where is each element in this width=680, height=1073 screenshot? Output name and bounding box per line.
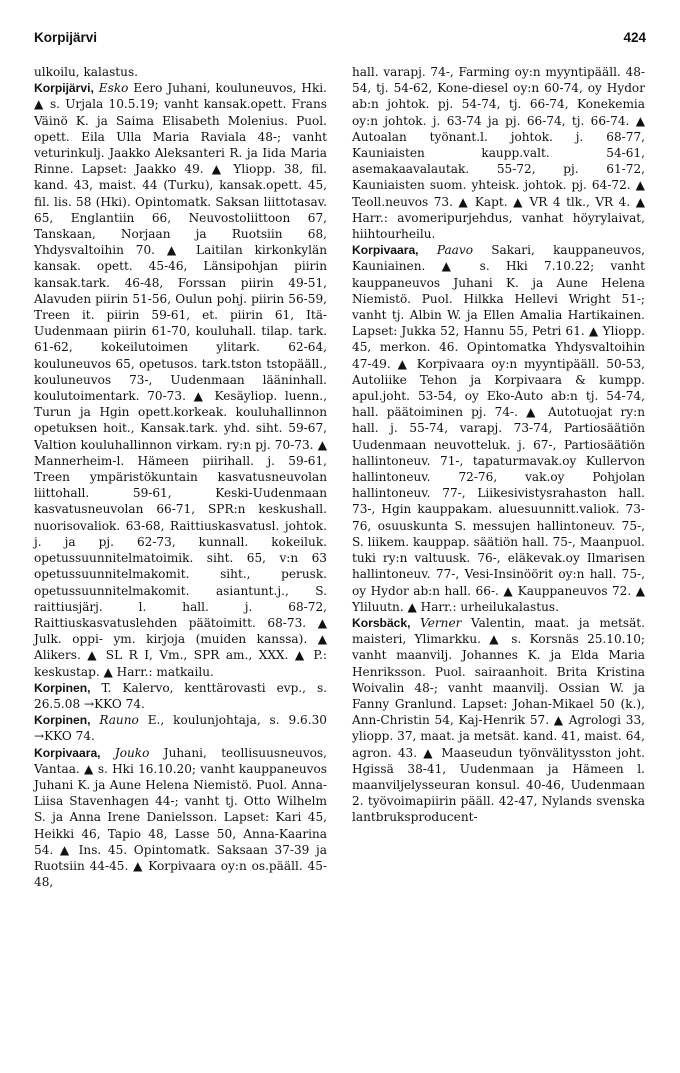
entry-forename: Jouko bbox=[114, 745, 150, 760]
biography-entry bbox=[34, 680, 327, 712]
biography-entry bbox=[34, 64, 327, 80]
entry-surname: Korpinen, bbox=[34, 680, 91, 695]
biography-entry bbox=[34, 80, 327, 680]
entry-forename: Verner bbox=[420, 615, 462, 630]
left-column bbox=[34, 64, 327, 890]
entry-text: hall. varapj. 74-, Farming oy:n myyntipääll. 48-54, tj. 54-62, Kone-diesel oy:n 60-74, oy Hydor ab:n johtok. pj. 54-74, tj. 66-74, Konekemia oy:n johtok. j. 63-74 ja pj. 66-74, tj. 66-74. ▲ Autoalan työnant.l. johtok. j. 68-77, Kauniaisten kaupp.valt. 54-61, asemakaavalautak. 55-72, pj. 61-72, Kauniaisten suom. yhteisk. johtok. pj. 64-72. ▲ Teoll.neuvos 73. ▲ Kapt. ▲ VR 4 tlk., VR 4. ▲ Harr.: avomeripurjehdus, vanhat höyrylaivat, hiihtourheilu. bbox=[352, 65, 645, 242]
biography-entry bbox=[352, 615, 645, 826]
biography-entry bbox=[34, 745, 327, 891]
biography-entry bbox=[34, 712, 327, 744]
biography-entry bbox=[352, 64, 645, 242]
entry-text: ulkoilu, kalastus. bbox=[34, 65, 139, 79]
entry-text: Valentin, maat. ja metsät. maisteri, Ylimarkku. ▲ s. Korsnäs 25.10.10; vanht maanvilj. Johannes K. ja Elda Maria Henriksson. Puol. sairaanhoit. Brita Kristina Woivalin 48-; vanht maanvilj. Ossian W. ja Fanny Granlund. Lapset: Johan-Mikael 50 (k.), Ann-Christin 54, Kaj-Henrik 57. ▲ Agrologi 33, yliopp. 37, maat. ja metsät. kand. 41, maist. 64, agron. 43. ▲ Maaseudun työnvälitysston joht. Hgissä 38-41, Uudenmaan ja Hämeen l. maanviljelysseuran konsul. 40-46, Uudenmaan 2. työvoimapiirin pääll. 42-47, Nylands svenska lantbruksproducent- bbox=[352, 615, 645, 825]
running-title: Korpijärvi bbox=[34, 30, 98, 45]
page-number: 424 bbox=[623, 30, 646, 45]
entry-surname: Korpinen, bbox=[34, 713, 91, 728]
entry-surname: Korpivaara, bbox=[34, 745, 101, 760]
running-header bbox=[34, 30, 646, 50]
entry-text: Juhani, teollisuusneuvos, Vantaa. ▲ s. Hki 16.10.20; vanht kauppaneuvos Juhani K. ja Aune Helena Niemistö. Puol. Anna-Liisa Stavenhagen 44-; vanht tj. Otto Wilhelm S. ja Anna Irene Danielsson. Lapset: Kari 45, Heikki 46, Tapio 48, Lasse 50, Anna-Kaarina 54. ▲ Ins. 45. Opintomatk. Saksaan 37-39 ja Ruotsiin 44-45. ▲ Korpivaara oy:n os.pääll. 45-48, bbox=[34, 745, 327, 890]
biography-entry bbox=[352, 242, 645, 615]
entry-text: T. Kalervo, kenttärovasti evp., s. 26.5.08 →KKO 74. bbox=[34, 680, 327, 711]
entry-forename: Paavo bbox=[436, 243, 473, 258]
entry-text: Sakari, kauppaneuvos, Kauniainen. ▲ s. Hki 7.10.22; vanht kauppaneuvos Juhani K. ja Aune Helena Niemistö. Puol. Hilkka Hellevi Wright 51-; vanht tj. Albin W. ja Ellen Amalia Hartikainen. Lapset: Jukka 52, Hannu 55, Petri 61. ▲ Yliopp. 45, merkon. 46. Opintomatka Yhdysvaltoihin 47-49. ▲ Korpivaara oy:n myyntipääll. 50-53, Autoliike Tehon ja Korpivaara & kumpp. apul.joht. 53-54, oy Eko-Auto ab:n tj. 54-74, hall. päätoiminen pj. 74-. ▲ Autotuojat ry:n hall. j. 55-74, varapj. 73-74, Partiosäätiön Uudenmaan neuvotteluk. j. 67-, Partiosäätiön hallintoneuv. 71-, tapaturmavak.oy Kullervon hallintoneuv. 72-76, vak.oy Pohjolan hallintoneuv. 77-, Liikesivistysrahaston hall. 73-, Hgin kauppakam. aluesuunnitt.valiok. 73-76, osuuskunta S. messujen hallintoneuv. 75-, S. liikem. kauppap. säätiön hall. 75-, Maanpuol. tuki ry:n valtuusk. 76-, eläkevak.oy Ilmarisen hallintoneuv. 77-, Vesi-Insinöörit oy:n hall. 75-, oy Hydor ab:n hall. 66-. ▲ Kauppaneuvos 72. ▲ Yliluutn. ▲ Harr.: urheilukalastus. bbox=[352, 243, 645, 614]
entry-text: E., koulunjohtaja, s. 9.6.30 →KKO 74. bbox=[34, 713, 327, 744]
right-column bbox=[352, 64, 645, 826]
entry-surname: Korpivaara, bbox=[352, 243, 419, 258]
entry-surname: Korpijärvi, bbox=[34, 81, 94, 96]
entry-text: Eero Juhani, kouluneuvos, Hki. ▲ s. Urjala 10.5.19; vanht kansak.opett. Frans Väinö K. ja Saima Elisabeth Molenius. Puol. opett. Eila Ulla Maria Raviala 48-; vanht veturinkulj. Jaakko Aleksanteri R. ja Iida Maria Rinne. Lapset: Jaakko 49. ▲ Yliopp. 38, fil. kand. 43, maist. 44 (Turku), kansak.opett. 45, fil. lis. 58 (Hki). Opintomatk. Saksan liittotasav. 65, Englantiin 66, Neuvostoliittoon 67, Tanskaan, Norjaan ja Ruotsiin 68, Yhdysvaltoihin 70. ▲ Laitilan kirkonkylän kansak. opett. 45-46, Länsipohjan piirin kansak.tark. 46-48, Forssan piirin 49-51, Alavuden piirin 51-56, Oulun pohj. piirin 56-59, Treen it. piirin 59-61, et. piirin 61, Itä-Uudenmaan piirin 61-70, kouluhall. tilap. tark. 61-62, kokeilutoimen ylitark. 62-64, kouluneuvos 65, opetusos. tark.tston tstopääll., kouluneuvos 73-, Uudenmaan lääninhall. koulutoimentark. 70-73. ▲ Kesäyliop. luenn., Turun ja Hgin opett.korkeak. kouluhallinnon opetuksen hoit., Kansak.tark. yhd. siht. 59-67, Valtion kouluhallinnon virkam. ry:n pj. 70-73. ▲ Mannerheim-l. Hämeen piirihall. j. 59-61, Treen ympäristökuntain kasvatusneuvolan liittohall. 59-61, Keski-Uudenmaan kasvatusneuvolan 66-71, SPR:n keskushall. nuorisovaliok. 63-68, Raittiuskasvatusl. johtok. j. ja pj. 62-73, kunnall. kokeiluk. opetussuunnitelmatoimik. siht. 65, v:n 63 opetussuunnitelmakomit. siht., perusk. opetussuunnitelmakomit. asiantunt.j., S. raittiusjärj. l. hall. j. 68-72, Raittiuskasvatuslehden päätoimitt. 68-73. ▲ Julk. oppi- ym. kirjoja (muiden kanssa). ▲ Alikers. ▲ SL R I, Vm., SPR am., XXX. ▲ P.: keskustap. ▲ Harr.: matkailu. bbox=[34, 81, 327, 679]
entry-surname: Korsbäck, bbox=[352, 615, 411, 630]
entry-forename: Rauno bbox=[99, 713, 139, 728]
entry-forename: Esko bbox=[98, 81, 129, 96]
